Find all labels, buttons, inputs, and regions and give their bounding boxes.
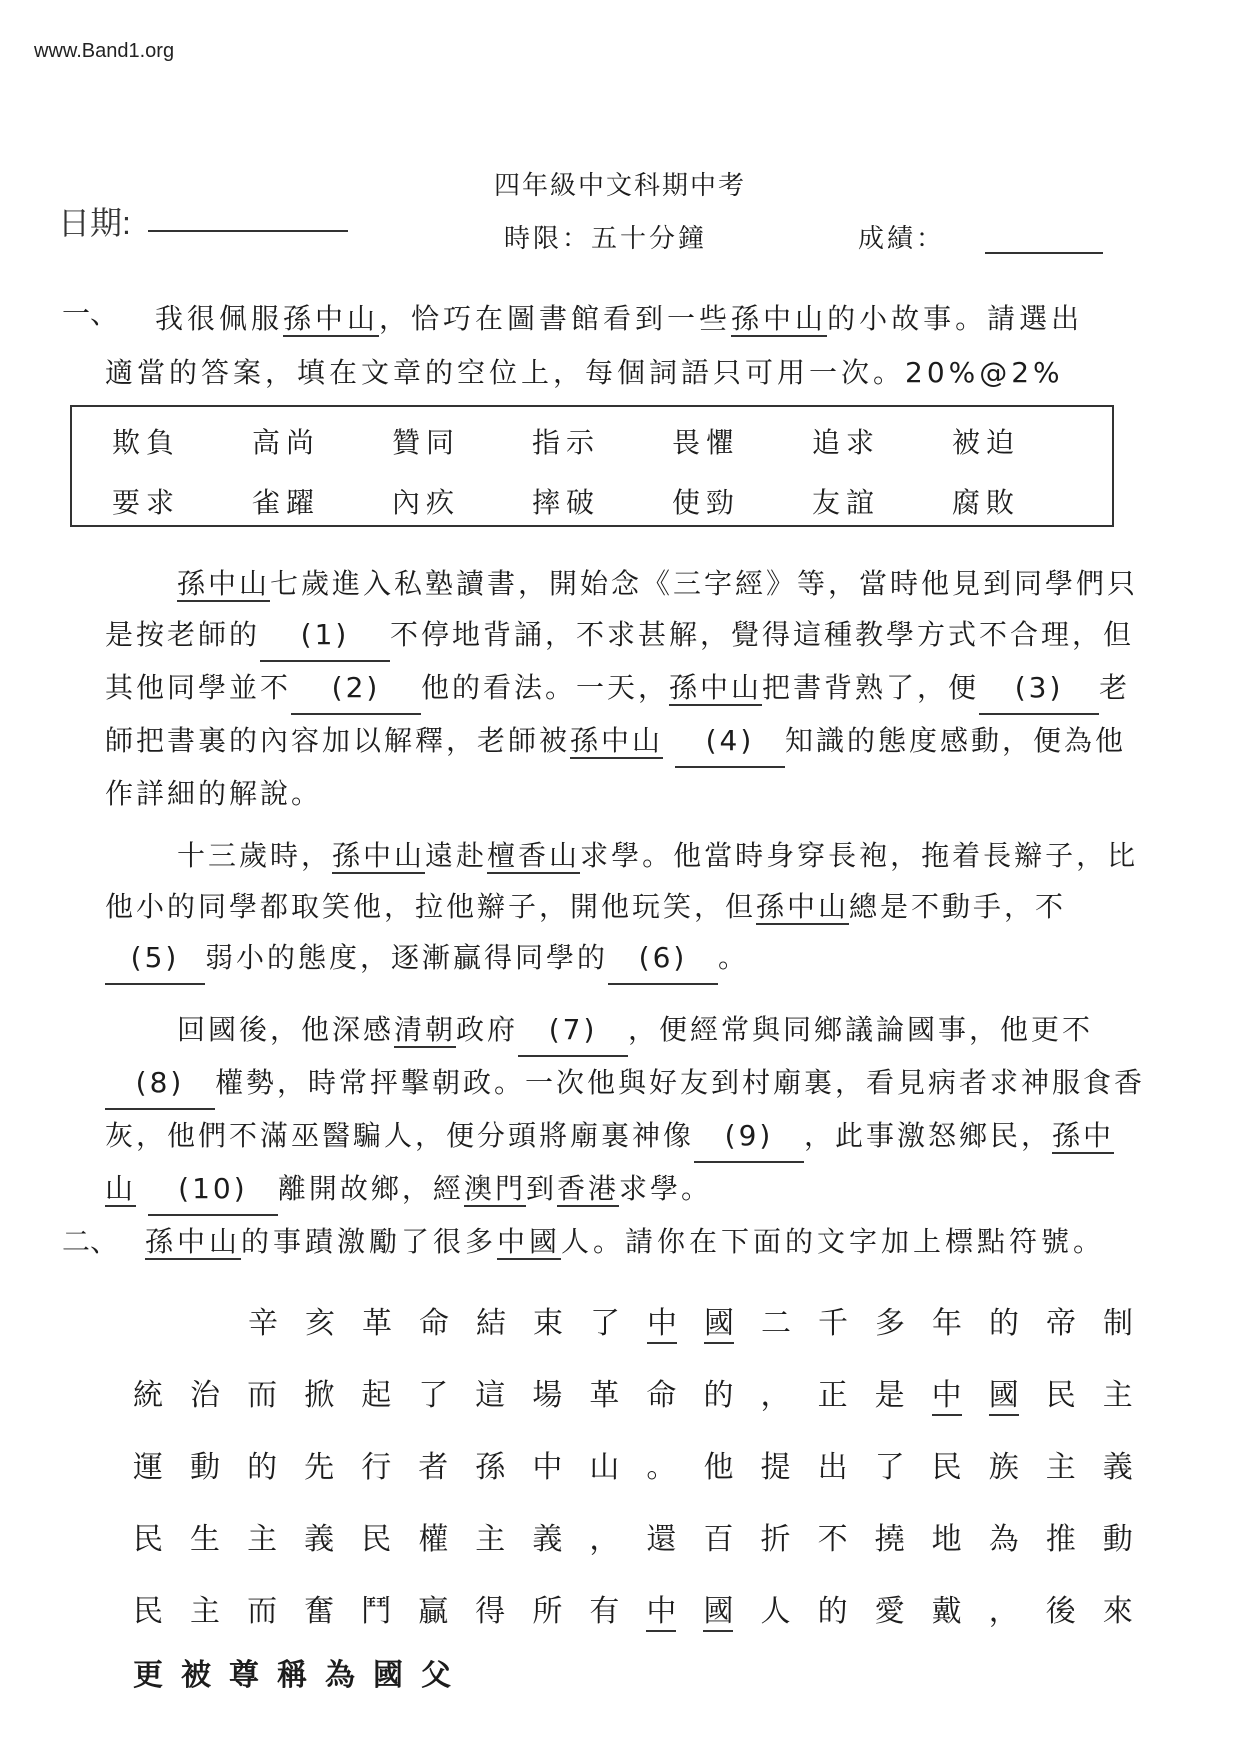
passage-char: 的 <box>817 1594 848 1629</box>
word-option: 摔破 <box>532 486 601 519</box>
passage-char: 命 <box>646 1378 677 1413</box>
text: 總是不動手，不 <box>849 890 1067 923</box>
passage-char: 民 <box>361 1522 392 1557</box>
text: 老師把書裏的內容加以解釋，老師被 <box>105 671 1131 757</box>
text: 不停地背誦，不求甚解，覺得這種教學方式不合理，但其他同學並不 <box>105 618 1135 704</box>
question-2-number: 二、 <box>62 1225 119 1258</box>
passage-char: 後 <box>1045 1594 1076 1629</box>
passage-char: 多 <box>875 1306 905 1341</box>
answer-blank-7[interactable]: (7) <box>518 1004 628 1057</box>
dynasty-name: 清朝 <box>394 1013 457 1046</box>
passage-char: 中 <box>532 1450 563 1485</box>
passage-char: 這 <box>475 1378 506 1413</box>
answer-blank-4[interactable]: (4) <box>675 715 785 768</box>
passage-char: 有 <box>589 1594 620 1629</box>
text: 遠赴 <box>425 839 488 872</box>
text: ，便經常與同鄉議論國事，他更不 <box>628 1013 1094 1046</box>
text: 的事蹟激勵了很多 <box>241 1225 498 1258</box>
place-name: 澳門 <box>463 1172 526 1205</box>
word-option: 欺負 <box>112 426 181 459</box>
text: 到 <box>525 1172 557 1205</box>
passage-char: 束 <box>533 1306 563 1341</box>
passage-char: 結 <box>476 1306 506 1341</box>
passage-char: 義 <box>532 1522 563 1557</box>
passage-char: 主 <box>475 1522 506 1557</box>
word-option: 指示 <box>532 426 601 459</box>
passage-char: 人 <box>760 1594 791 1629</box>
site-url: www.Band1.org <box>34 40 175 62</box>
text: 把書背熟了，便 <box>762 671 980 704</box>
passage-paragraph-3 <box>105 1004 1145 1216</box>
text: ，此事激怒鄉民， <box>804 1119 1053 1152</box>
answer-blank-2[interactable]: (2) <box>291 662 421 715</box>
passage-char: 辛 <box>248 1306 278 1341</box>
passage-char: 稱 <box>277 1658 307 1693</box>
date-label: 日期: <box>58 205 131 241</box>
score-blank[interactable] <box>985 252 1103 254</box>
passage-char: 尊 <box>229 1658 259 1693</box>
passage-char: 奮 <box>304 1594 335 1629</box>
passage-char: 鬥 <box>361 1594 392 1629</box>
passage-char: 義 <box>1102 1450 1133 1485</box>
text: 離開故鄉，經 <box>277 1172 464 1205</box>
passage-char: 場 <box>532 1378 563 1413</box>
passage-line-2 <box>133 1370 1133 1416</box>
passage-char: 動 <box>1102 1522 1133 1557</box>
answer-blank-6[interactable]: (6) <box>608 932 718 985</box>
passage-char: 二 <box>761 1306 791 1341</box>
proper-name: 中國 <box>497 1225 562 1258</box>
word-option: 被迫 <box>952 426 1021 459</box>
word-option: 友誼 <box>812 486 881 519</box>
passage-paragraph-2 <box>105 830 1145 985</box>
passage-char: 得 <box>475 1594 506 1629</box>
passage-char: ， <box>988 1594 1019 1629</box>
passage-char: 者 <box>418 1450 449 1485</box>
passage-char: 主 <box>1102 1378 1133 1413</box>
passage-char: 運 <box>133 1450 163 1485</box>
text: 人。請你在下面的文字加上標點符號。 <box>561 1225 1106 1258</box>
passage-char: 山 <box>589 1450 620 1485</box>
passage-char: 他 <box>703 1450 734 1485</box>
passage-char: 主 <box>1045 1450 1076 1485</box>
word-option: 使勁 <box>672 486 741 519</box>
proper-name: 孫中山 <box>105 1119 1115 1205</box>
passage-char: 還 <box>646 1522 677 1557</box>
proper-name: 孫中山 <box>756 890 850 923</box>
q1-intro-line2: 適當的答案，填在文章的空位上，每個詞語只可用一次。20%@2% <box>105 356 1064 389</box>
passage-char: 命 <box>419 1306 449 1341</box>
passage-char: 國 <box>373 1658 403 1693</box>
passage-char: 更 <box>133 1658 163 1693</box>
text: 求學。 <box>618 1172 712 1205</box>
proper-name: 孫中山 <box>570 724 664 757</box>
time-limit: 時限：五十分鐘 <box>504 224 708 254</box>
word-option: 內疚 <box>392 486 461 519</box>
text: 求學。他當時身穿長袍，拖着長辮子，比他小的同學都取笑他，拉他辮子，開他玩笑，但 <box>105 839 1139 923</box>
passage-char: 的 <box>247 1450 278 1485</box>
passage-char: 贏 <box>418 1594 449 1629</box>
passage-char: 動 <box>190 1450 221 1485</box>
date-blank[interactable] <box>148 230 348 232</box>
text: 十三歲時， <box>177 839 333 872</box>
passage-char: 父 <box>421 1658 451 1693</box>
passage-line-6 <box>133 1650 1133 1694</box>
passage-char: 撓 <box>874 1522 905 1557</box>
place-name: 香港 <box>556 1172 619 1205</box>
passage-char: 來 <box>1102 1594 1133 1629</box>
passage-char: 千 <box>818 1306 848 1341</box>
exam-title: 四年級中文科期中考 <box>493 171 746 201</box>
passage-char: 中 <box>932 1370 962 1416</box>
passage-char: 為 <box>988 1522 1019 1557</box>
word-bank <box>70 405 1114 527</box>
passage-char: 民 <box>133 1522 163 1557</box>
passage-char: 所 <box>532 1594 563 1629</box>
passage-char: 。 <box>646 1450 677 1485</box>
passage-char: 出 <box>817 1450 848 1485</box>
passage-char: 起 <box>361 1378 392 1413</box>
proper-name: 孫中山 <box>669 671 763 704</box>
passage-char: 的 <box>703 1378 734 1413</box>
passage-char: 的 <box>989 1306 1019 1341</box>
passage-char: 民 <box>1045 1378 1076 1413</box>
passage-char: 統 <box>133 1378 163 1413</box>
passage-char: 中 <box>647 1298 677 1344</box>
q1-name-1: 孫中山 <box>283 302 380 335</box>
passage-char: 民 <box>931 1450 962 1485</box>
passage-char: 了 <box>874 1450 905 1485</box>
passage-char: 亥 <box>305 1306 335 1341</box>
text: 七歲進入私塾讀書，開始念《三字經》等，當時他見到同學們只是按老師的 <box>105 567 1139 651</box>
passage-char: 國 <box>704 1298 734 1344</box>
word-option: 雀躍 <box>252 486 321 519</box>
question-1-instruction <box>105 292 1155 400</box>
passage-char: 先 <box>304 1450 335 1485</box>
answer-blank-10[interactable]: (10) <box>148 1163 278 1216</box>
answer-blank-3[interactable]: (3) <box>979 662 1099 715</box>
passage-char: 國 <box>703 1586 733 1632</box>
word-option: 要求 <box>112 486 181 519</box>
passage-char: 而 <box>247 1378 278 1413</box>
text: 。 <box>718 941 750 974</box>
passage-char: 不 <box>817 1522 848 1557</box>
passage-char: 提 <box>760 1450 791 1485</box>
q1-name-2: 孫中山 <box>731 302 828 335</box>
passage-char: 制 <box>1103 1306 1133 1341</box>
passage-char: 了 <box>418 1378 449 1413</box>
passage-char: 主 <box>247 1522 278 1557</box>
answer-blank-1[interactable]: (1) <box>260 609 390 662</box>
text: 權勢，時常抨擊朝政。一次他與好友到村廟裏，看見病者求神服食香灰，他們不滿巫醫騙人，便分頭將廟裏神像 <box>105 1066 1146 1152</box>
answer-blank-5[interactable]: (5) <box>105 932 205 985</box>
word-option: 高尚 <box>252 426 321 459</box>
passage-char: 權 <box>418 1522 449 1557</box>
passage-char: 義 <box>304 1522 335 1557</box>
answer-blank-8[interactable]: (8) <box>105 1057 215 1110</box>
passage-char: 主 <box>190 1594 221 1629</box>
text: 政府 <box>456 1013 519 1046</box>
passage-char: 族 <box>988 1450 1019 1485</box>
text: 他的看法。一天， <box>421 671 670 704</box>
passage-char: 革 <box>589 1378 620 1413</box>
passage-line-1 <box>133 1298 1133 1344</box>
passage-char: ， <box>760 1378 791 1413</box>
passage-char: 治 <box>190 1378 221 1413</box>
passage-char: 愛 <box>874 1594 905 1629</box>
passage-char: 正 <box>817 1378 848 1413</box>
passage-char: 推 <box>1045 1522 1076 1557</box>
passage-char: 民 <box>133 1594 163 1629</box>
passage-char: 地 <box>931 1522 962 1557</box>
passage-char: 帝 <box>1046 1306 1076 1341</box>
passage-char: 被 <box>181 1658 211 1693</box>
passage-char: 而 <box>247 1594 278 1629</box>
word-option: 贊同 <box>392 426 461 459</box>
passage-paragraph-1 <box>105 558 1145 819</box>
passage-char: ， <box>589 1522 620 1557</box>
passage-char: 折 <box>760 1522 791 1557</box>
passage-char: 戴 <box>931 1594 962 1629</box>
question-1-number: 一、 <box>62 297 119 330</box>
word-option: 腐敗 <box>952 486 1021 519</box>
text: 弱小的態度，逐漸贏得同學的 <box>205 941 609 974</box>
place-name: 檀香山 <box>487 839 581 872</box>
passage-char: 國 <box>989 1370 1019 1416</box>
passage-char: 孫 <box>475 1450 506 1485</box>
text: 回國後，他深感 <box>177 1013 395 1046</box>
q1-intro-a: 我很佩服 <box>155 302 284 335</box>
q1-intro-b: ，恰巧在圖書館看到一些 <box>379 302 732 335</box>
passage-line-4 <box>133 1514 1133 1558</box>
passage-line-5 <box>133 1586 1133 1632</box>
passage-char: 了 <box>590 1306 620 1341</box>
passage-char: 年 <box>932 1306 962 1341</box>
passage-line-3 <box>133 1442 1133 1486</box>
word-option: 畏懼 <box>672 426 741 459</box>
passage-char: 革 <box>362 1306 392 1341</box>
answer-blank-9[interactable]: (9) <box>694 1110 804 1163</box>
passage-char: 為 <box>325 1658 355 1693</box>
passage-char: 生 <box>190 1522 221 1557</box>
passage-char: 掀 <box>304 1378 335 1413</box>
word-option: 追求 <box>812 426 881 459</box>
proper-name: 孫中山 <box>177 567 271 600</box>
passage-char: 是 <box>874 1378 905 1413</box>
text: 知識的態度感動，便為他作詳細的解說。 <box>105 724 1126 810</box>
passage-char: 百 <box>703 1522 734 1557</box>
proper-name: 孫中山 <box>145 1225 242 1258</box>
passage-char: 行 <box>361 1450 392 1485</box>
passage-char: 中 <box>646 1586 676 1632</box>
score-label: 成績： <box>858 224 946 254</box>
question-2-instruction <box>145 1220 1105 1260</box>
q1-intro-c: 的小故事。請選出 <box>827 302 1084 335</box>
proper-name: 孫中山 <box>332 839 426 872</box>
